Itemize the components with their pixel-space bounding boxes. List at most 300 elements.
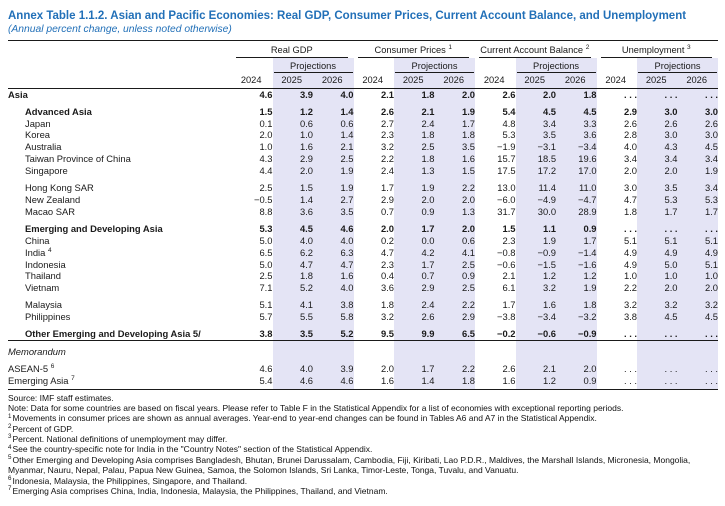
value-cell: 4.0 [313, 235, 354, 247]
value-cell: 1.9 [516, 235, 557, 247]
value-cell: . . . [678, 323, 719, 340]
row-label-cell [8, 101, 232, 118]
value-cell: 5.3 [502, 129, 516, 141]
value-cell: 1.9 [678, 165, 719, 177]
value-cell: 4.0 [313, 88, 354, 100]
value-cell: 2.6 [637, 118, 678, 130]
value-cell: 1.6 [313, 270, 354, 282]
value-cell: 1.8 [394, 153, 435, 165]
year-header: 2024 [597, 73, 638, 89]
table-row [8, 118, 718, 130]
row-label-cell [8, 177, 232, 194]
value-cell: 2.1 [502, 270, 516, 282]
value-cell: 3.2 [380, 141, 395, 153]
spacer-cell [8, 58, 232, 73]
value-cell: 5.3 [637, 194, 678, 206]
value-cell: . . . [637, 323, 678, 340]
footnote-marker: 4 [47, 246, 52, 254]
value-cell: 2.0 [259, 129, 273, 141]
value-cell: 2.6 [623, 117, 638, 129]
group-label: Unemployment [621, 44, 685, 55]
value-cell: 4.0 [273, 235, 314, 247]
value-cell: 4.5 [516, 101, 557, 118]
value-cell: 4.6 [259, 88, 273, 100]
value-cell: −3.4 [556, 141, 597, 153]
value-cell: 0.7 [380, 205, 395, 217]
value-cell: 28.9 [556, 206, 597, 218]
value-cell [678, 340, 719, 357]
value-cell: 0.9 [556, 375, 597, 389]
value-cell: 2.0 [380, 222, 395, 234]
value-cell: 5.0 [637, 259, 678, 271]
footnote-text: Percent of GDP. [12, 423, 74, 434]
value-cell: 5.1 [623, 234, 638, 246]
value-cell: 1.1 [516, 218, 557, 235]
row-label-cell [8, 259, 232, 271]
value-cell: −3.8 [497, 311, 516, 323]
value-cell: 1.7 [556, 235, 597, 247]
table-row [8, 311, 718, 323]
value-cell: 1.9 [556, 282, 597, 294]
footnote-line [8, 434, 718, 444]
value-cell: . . . [637, 375, 678, 389]
row-label: Hong Kong SAR [25, 182, 94, 194]
value-cell: 5.4 [502, 105, 516, 117]
row-label: ASEAN-5 [8, 362, 49, 374]
value-cell [556, 340, 597, 357]
row-label-cell [8, 88, 232, 100]
year-header: 2026 [556, 73, 597, 89]
value-cell: 1.8 [394, 88, 435, 100]
value-cell: 2.6 [380, 105, 395, 117]
value-cell: 7.1 [259, 282, 273, 294]
group-label: Consumer Prices [374, 44, 446, 55]
value-cell: 1.6 [475, 375, 516, 389]
row-label-cell [8, 311, 232, 323]
value-cell: . . . [597, 375, 638, 389]
footnote-marker: 5 [8, 453, 12, 461]
value-cell: −0.6 [516, 323, 557, 340]
value-cell: 1.4 [273, 194, 314, 206]
row-label-cell [8, 194, 232, 206]
year-header: 2024 [475, 73, 516, 89]
value-cell: 2.3 [380, 129, 395, 141]
value-cell: 3.2 [516, 282, 557, 294]
group-label: Real GDP [270, 44, 313, 55]
footnote-marker: 6 [8, 474, 12, 482]
value-cell: 5.1 [259, 299, 273, 311]
value-cell: . . . [678, 88, 719, 100]
table-row [8, 282, 718, 294]
value-cell [475, 340, 516, 357]
value-cell: 1.8 [435, 129, 476, 141]
value-cell: 1.2 [273, 101, 314, 118]
value-cell: 3.4 [637, 153, 678, 165]
value-cell: 2.1 [380, 88, 395, 100]
footnote-text: Movements in consumer prices are shown as annual averages. Year-end to year-end changes can be found in Tables A6 and A7 in the Statistical Appendix. [12, 413, 597, 424]
value-cell: 11.4 [516, 177, 557, 194]
value-cell: 1.7 [678, 206, 719, 218]
row-label: Taiwan Province of China [25, 153, 131, 165]
footnote-marker: 3 [8, 433, 12, 441]
value-cell: 1.2 [556, 270, 597, 282]
footnote-marker: 1 [448, 43, 453, 51]
value-cell: 4.5 [556, 101, 597, 118]
value-cell: −6.0 [497, 193, 516, 205]
value-cell: 30.0 [516, 206, 557, 218]
value-cell: 8.8 [259, 205, 273, 217]
value-cell: 2.2 [435, 358, 476, 375]
value-cell: 1.4 [394, 375, 435, 389]
value-cell: 4.7 [313, 259, 354, 271]
stub-header [8, 40, 232, 58]
value-cell: 0.6 [435, 235, 476, 247]
projections-row [8, 58, 718, 73]
row-label: Korea [25, 129, 51, 141]
value-cell: 4.6 [273, 375, 314, 389]
table-row [8, 323, 718, 340]
value-cell: 9.5 [380, 328, 395, 340]
value-cell: 17.0 [556, 165, 597, 177]
value-cell: 4.5 [678, 311, 719, 323]
value-cell: 4.5 [273, 218, 314, 235]
table-row [8, 141, 718, 153]
value-cell: −1.4 [556, 247, 597, 259]
row-label: Philippines [25, 311, 71, 323]
value-cell: . . . [637, 358, 678, 375]
value-cell: 5.1 [678, 235, 719, 247]
value-cell: . . . [624, 328, 638, 340]
value-cell: 2.0 [637, 165, 678, 177]
group-header-unemployment [597, 40, 719, 58]
value-cell: 1.8 [623, 205, 638, 217]
footnote-marker: 7 [71, 374, 75, 382]
value-cell: 4.9 [637, 247, 678, 259]
table-row [8, 177, 718, 194]
row-label-cell [8, 270, 232, 282]
value-cell: 2.5 [394, 141, 435, 153]
value-cell: 4.3 [637, 141, 678, 153]
value-cell: 15.7 [497, 153, 516, 165]
year-header: 2025 [273, 73, 314, 89]
value-cell: −1.9 [497, 141, 516, 153]
value-cell: 4.6 [259, 362, 273, 374]
value-cell: . . . [637, 218, 678, 235]
row-label-cell [8, 294, 232, 311]
table-row [8, 206, 718, 218]
table-subtitle: (Annual percent change, unless noted otherwise) [8, 24, 232, 36]
value-cell: 2.4 [394, 294, 435, 311]
value-cell: 4.7 [623, 193, 638, 205]
value-cell: 4.7 [380, 246, 395, 258]
value-cell: 2.7 [380, 117, 395, 129]
value-cell: 4.7 [273, 259, 314, 271]
value-cell: 1.5 [273, 177, 314, 194]
value-cell [232, 340, 273, 357]
value-cell: 1.7 [394, 259, 435, 271]
value-cell: 17.5 [497, 165, 516, 177]
projections-header [394, 58, 475, 73]
footnote-text: Percent. National definitions of unemployment may differ. [12, 434, 228, 445]
year-header: 2025 [516, 73, 557, 89]
value-cell: 0.7 [394, 270, 435, 282]
table-row [8, 247, 718, 259]
value-cell: 5.1 [637, 235, 678, 247]
value-cell: 0.9 [394, 206, 435, 218]
value-cell: 2.4 [380, 165, 395, 177]
value-cell: 1.6 [354, 375, 395, 389]
spacer-cell [597, 58, 638, 73]
table-row [8, 294, 718, 311]
footnote-line [8, 455, 718, 476]
row-label: Emerging Asia [8, 374, 69, 386]
year-header: 2025 [637, 73, 678, 89]
year-header: 2026 [678, 73, 719, 89]
value-cell: 5.1 [678, 259, 719, 271]
projections-label: Projections [638, 61, 717, 73]
value-cell: 13.0 [497, 182, 516, 194]
value-cell: 2.3 [380, 258, 395, 270]
value-cell: 1.7 [637, 206, 678, 218]
stub-header [8, 73, 232, 89]
value-cell: 2.5 [435, 259, 476, 271]
value-cell: 4.5 [637, 311, 678, 323]
row-label-cell [8, 340, 232, 357]
value-cell: −1.6 [556, 259, 597, 271]
value-cell: 4.9 [623, 258, 638, 270]
value-cell: 3.0 [637, 129, 678, 141]
value-cell: 18.5 [516, 153, 557, 165]
value-cell: 2.9 [435, 311, 476, 323]
footnote-line [8, 444, 718, 454]
row-label: Indonesia [25, 258, 66, 270]
table-row [8, 340, 718, 357]
footnote-marker: 2 [8, 422, 12, 430]
row-label-cell [8, 118, 232, 130]
value-cell: 2.5 [435, 282, 476, 294]
value-cell: 5.0 [259, 234, 273, 246]
value-cell: 4.6 [313, 375, 354, 389]
row-label: Other Emerging and Developing Asia 5/ [25, 328, 201, 340]
value-cell: . . . [637, 88, 678, 100]
value-cell: 1.8 [556, 294, 597, 311]
value-cell: 4.4 [259, 165, 273, 177]
year-header: 2024 [354, 73, 395, 89]
value-cell: 2.8 [623, 129, 638, 141]
row-label: Thailand [25, 270, 61, 282]
row-label: Asia [8, 88, 28, 100]
row-label-cell [8, 247, 232, 259]
value-cell: 0.2 [380, 234, 395, 246]
value-cell: 2.6 [394, 311, 435, 323]
value-cell: 2.7 [313, 194, 354, 206]
value-cell: 2.5 [313, 153, 354, 165]
value-cell: 2.2 [623, 282, 638, 294]
table-row [8, 270, 718, 282]
value-cell: 2.0 [394, 194, 435, 206]
value-cell: 1.9 [394, 177, 435, 194]
value-cell: . . . [678, 375, 719, 389]
value-cell: 3.5 [516, 129, 557, 141]
value-cell: 3.4 [678, 177, 719, 194]
value-cell: 4.3 [259, 153, 273, 165]
column-group-row [8, 40, 718, 58]
value-cell: 5.2 [313, 323, 354, 340]
value-cell: 19.6 [556, 153, 597, 165]
value-cell: 1.4 [313, 101, 354, 118]
value-cell: . . . [624, 362, 638, 374]
row-label: Emerging and Developing Asia [25, 222, 163, 234]
value-cell: 6.3 [313, 247, 354, 259]
value-cell: 1.6 [516, 294, 557, 311]
footnote-marker: 4 [8, 443, 12, 451]
value-cell: 1.7 [435, 118, 476, 130]
year-header: 2025 [394, 73, 435, 89]
value-cell: 5.3 [259, 222, 273, 234]
value-cell: −3.1 [516, 141, 557, 153]
value-cell: 2.0 [435, 194, 476, 206]
footnote-marker: 1 [8, 412, 12, 420]
table-body [8, 88, 718, 389]
value-cell: 4.1 [435, 247, 476, 259]
value-cell: 2.0 [273, 165, 314, 177]
value-cell: 3.8 [259, 328, 273, 340]
row-label: New Zealand [25, 193, 81, 205]
value-cell: 1.3 [435, 206, 476, 218]
value-cell: 0.9 [435, 270, 476, 282]
year-header: 2026 [435, 73, 476, 89]
value-cell: . . . [624, 88, 638, 100]
value-cell: 1.7 [502, 299, 516, 311]
row-label: Malaysia [25, 299, 62, 311]
value-cell [435, 340, 476, 357]
value-cell: 4.2 [394, 247, 435, 259]
row-label: Vietnam [25, 282, 60, 294]
value-cell: −0.9 [556, 323, 597, 340]
value-cell: 2.9 [273, 153, 314, 165]
value-cell: 0.1 [259, 117, 273, 129]
value-cell: 1.7 [380, 182, 395, 194]
value-cell: −4.9 [516, 194, 557, 206]
row-label: Singapore [25, 165, 68, 177]
table-row [8, 259, 718, 271]
table-row [8, 153, 718, 165]
value-cell: 3.4 [516, 118, 557, 130]
value-cell: 5.7 [259, 311, 273, 323]
value-cell: −1.5 [516, 259, 557, 271]
projections-header [637, 58, 718, 73]
table-row [8, 129, 718, 141]
value-cell: 4.6 [313, 218, 354, 235]
value-cell: 4.9 [678, 247, 719, 259]
row-label-cell [8, 218, 232, 235]
value-cell: 4.9 [623, 246, 638, 258]
projections-label: Projections [274, 61, 353, 73]
value-cell: 4.5 [678, 141, 719, 153]
footnote-marker: 6 [50, 362, 55, 370]
value-cell: 3.0 [678, 129, 719, 141]
footnote-line [8, 403, 718, 413]
value-cell: 5.2 [273, 282, 314, 294]
row-label-cell [8, 282, 232, 294]
value-cell: 1.9 [313, 177, 354, 194]
value-cell: 1.7 [394, 218, 435, 235]
value-cell: 2.1 [516, 358, 557, 375]
value-cell: 2.3 [502, 234, 516, 246]
row-label-cell [8, 129, 232, 141]
value-cell: 2.0 [637, 282, 678, 294]
value-cell: 2.0 [623, 165, 638, 177]
value-cell: 1.7 [394, 358, 435, 375]
value-cell: 2.0 [380, 362, 395, 374]
value-cell: 1.8 [556, 88, 597, 100]
value-cell: 1.9 [313, 165, 354, 177]
value-cell: 2.2 [380, 153, 395, 165]
value-cell: 1.9 [435, 101, 476, 118]
value-cell: . . . [678, 358, 719, 375]
group-header-real-gdp [232, 40, 354, 58]
row-label-cell [8, 165, 232, 177]
value-cell: 4.0 [273, 358, 314, 375]
value-cell: 3.2 [637, 294, 678, 311]
value-cell: 2.6 [502, 362, 516, 374]
row-label-cell [8, 323, 232, 340]
table-row [8, 165, 718, 177]
table-row [8, 358, 718, 375]
projections-label: Projections [517, 61, 596, 73]
value-cell: 9.9 [394, 323, 435, 340]
footnote-text: See the country-specific note for India in the "Country Notes" section of the Statistical Appendix. [12, 444, 373, 455]
value-cell: 2.0 [556, 358, 597, 375]
row-label-cell [8, 153, 232, 165]
value-cell: 0.4 [380, 270, 395, 282]
footnote-marker: 3 [687, 43, 691, 51]
row-label: China [25, 234, 50, 246]
spacer-cell [232, 58, 273, 73]
value-cell: 1.3 [394, 165, 435, 177]
row-label-cell [8, 141, 232, 153]
footnote-line [8, 476, 718, 486]
value-cell: −0.6 [497, 258, 516, 270]
value-cell: −0.5 [253, 193, 273, 205]
footnote-line [8, 424, 718, 434]
value-cell: 2.5 [259, 270, 273, 282]
row-label: Macao SAR [25, 205, 76, 217]
value-cell: 1.8 [273, 270, 314, 282]
value-cell: 4.0 [623, 141, 638, 153]
value-cell [637, 340, 678, 357]
value-cell: 2.1 [394, 101, 435, 118]
value-cell: 1.6 [273, 141, 314, 153]
value-cell: 5.8 [313, 311, 354, 323]
footnote-line [8, 413, 718, 423]
value-cell: 2.9 [623, 105, 638, 117]
value-cell: 6.2 [273, 247, 314, 259]
projections-header [516, 58, 597, 73]
footnote-line [8, 486, 718, 496]
footnote-line [8, 393, 718, 403]
value-cell: 3.5 [435, 141, 476, 153]
year-header: 2024 [232, 73, 273, 89]
table-row [8, 101, 718, 118]
row-label: Advanced Asia [25, 105, 92, 117]
table-title: Annex Table 1.1.2. Asian and Pacific Economies: Real GDP, Consumer Prices, Current Account Balance, and Unemployment [8, 10, 687, 22]
value-cell: 2.0 [435, 218, 476, 235]
value-cell: 2.2 [435, 294, 476, 311]
value-cell: 3.3 [556, 118, 597, 130]
value-cell: 2.6 [678, 118, 719, 130]
value-cell: 6.5 [435, 323, 476, 340]
